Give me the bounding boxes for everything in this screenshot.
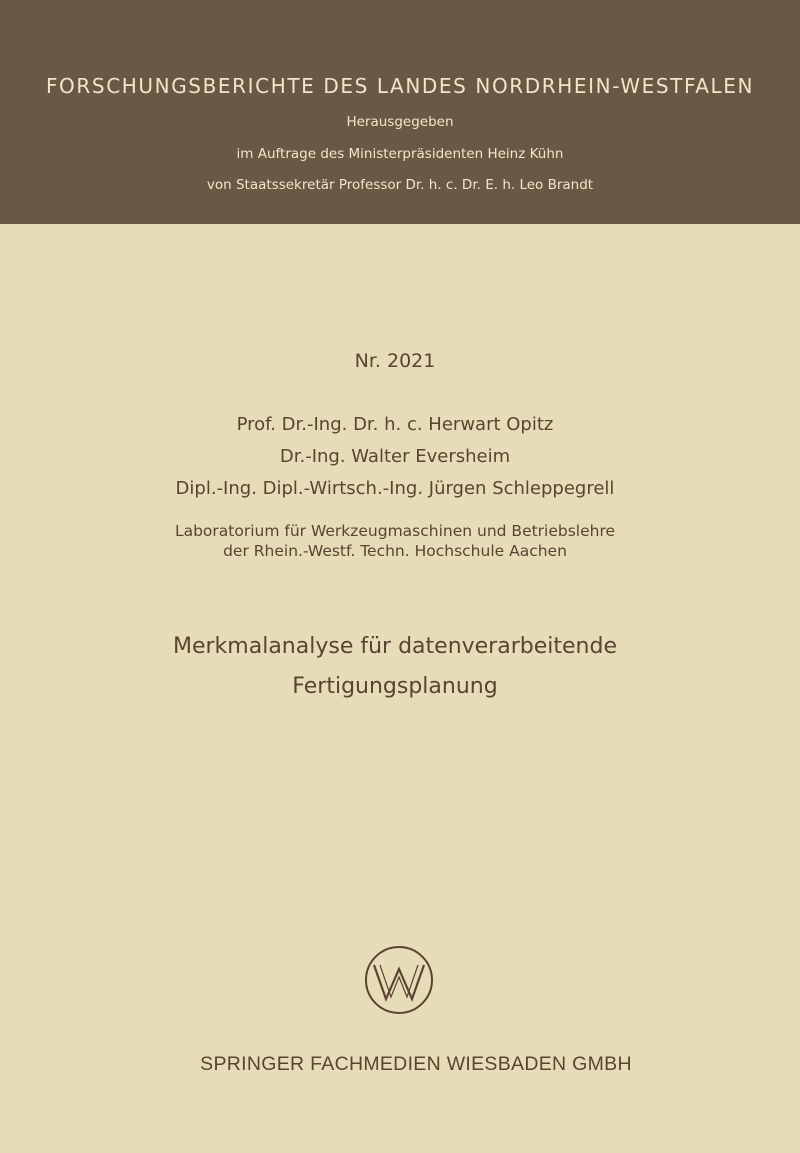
series-title: FORSCHUNGSBERICHTE DES LANDES NORDRHEIN-WESTFALEN [45, 74, 755, 98]
report-number: Nr. 2021 [354, 350, 436, 372]
author-name: Prof. Dr.-Ing. Dr. h. c. Herwart Opitz [236, 414, 554, 435]
book-title-line: Merkmalanalyse für datenverarbeitende [173, 634, 617, 659]
author-name: Dr.-Ing. Walter Eversheim [279, 446, 511, 467]
editor-line: im Auftrage des Ministerpräsidenten Heinz Kühn [236, 146, 564, 162]
publisher-name: SPRINGER FACHMEDIEN WIESBADEN GMBH [200, 1053, 632, 1075]
series-header-band [0, 0, 800, 224]
author-name: Dipl.-Ing. Dipl.-Wirtsch.-Ing. Jürgen Schleppegrell [175, 478, 615, 499]
editor-line: Herausgegeben [346, 114, 454, 130]
editor-line: von Staatssekretär Professor Dr. h. c. Dr. E. h. Leo Brandt [206, 177, 594, 193]
institution-line: der Rhein.-Westf. Techn. Hochschule Aachen [223, 542, 567, 560]
book-title-line: Fertigungsplanung [292, 674, 498, 699]
publisher-logo-icon [364, 945, 434, 1015]
institution-line: Laboratorium für Werkzeugmaschinen und Betriebslehre [174, 522, 616, 540]
